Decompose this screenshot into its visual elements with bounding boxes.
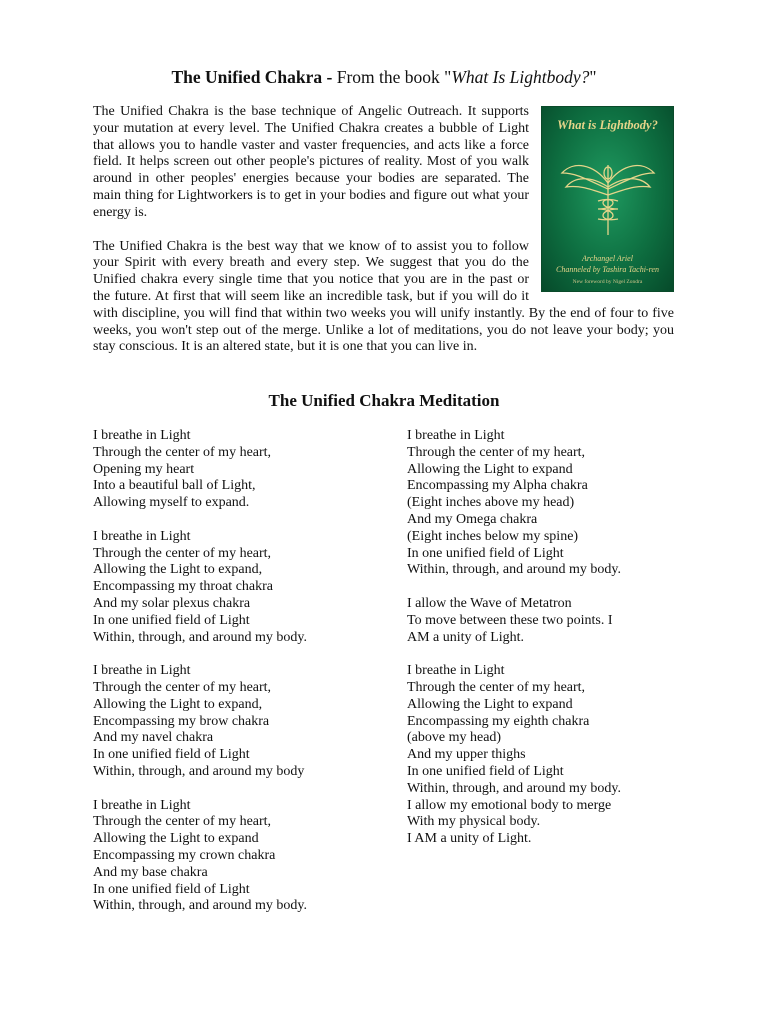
poem-line: Within, through, and around my body.	[407, 780, 621, 796]
meditation-right-column	[407, 428, 687, 848]
stanza	[407, 663, 687, 848]
poem-line: I breathe in Light	[93, 663, 191, 679]
intro-paragraph-2: The Unified Chakra is the best way that we know of to assist you to follow your Spirit with every breath and every step. We suggest that you do the Unified chakra every single time that you notice that you are in the past or the future. At first that will seem like an incredible task, but if you will do it with discipline, you will find that within two weeks you will unify instantly. By the end of four to five weeks, you won't step out of the merge. Unlike a lot of meditations, you do not leave your body; you stay conscious. It is an altered state, but it is one that you can live in.	[93, 238, 674, 355]
poem-line: I breathe in Light	[407, 428, 505, 443]
poem-line: AM a unity of Light.	[407, 629, 525, 645]
poem-line: In one unified field of Light	[407, 763, 564, 779]
poem-line: And my Omega chakra	[407, 511, 538, 527]
poem-line: In one unified field of Light	[93, 747, 250, 763]
poem-line: Allowing the Light to expand,	[93, 696, 263, 712]
poem-line: Encompassing my throat chakra	[93, 579, 274, 595]
poem-line: With my physical body.	[407, 814, 541, 830]
title-end-quote: "	[589, 67, 597, 87]
poem-line: Encompassing my eighth chakra	[407, 713, 590, 729]
intro-paragraph-1: The Unified Chakra is the base technique of Angelic Outreach. It supports your mutation at every level. The Unified Chakra creates a bubble of Light that allows you to handle vaster and vaster frequencies, and acts like a force field. It helps screen out other people's pictures of reality. Most of you walk around in other peoples' energies because your bodies are separated. The main thing for Lightworkers is to get in your bodies and figure out what your energy is.	[93, 104, 529, 220]
poem-line: Allowing the Light to expand	[407, 461, 573, 477]
poem-line: Through the center of my heart,	[93, 814, 272, 830]
poem-line: Opening my heart	[93, 461, 195, 477]
stanza	[93, 798, 393, 916]
cover-title: What is Lightbody?	[557, 118, 658, 132]
poem-line: And my solar plexus chakra	[93, 595, 251, 611]
intro-section	[93, 104, 674, 356]
poem-line: Through the center of my heart,	[93, 679, 272, 695]
poem-line: Encompassing my brow chakra	[93, 713, 270, 729]
poem-line: To move between these two points. I	[407, 612, 613, 628]
stanza	[93, 428, 393, 512]
cover-author: Archangel Ariel	[582, 254, 633, 263]
poem-line: Within, through, and around my body.	[407, 562, 621, 578]
cover-channeler: Channeled by Tashira Tachi-ren	[556, 265, 659, 274]
poem-line: And my navel chakra	[93, 730, 214, 746]
title-book-name: What Is Lightbody?	[451, 67, 590, 87]
poem-line: Allowing myself to expand.	[93, 495, 250, 511]
poem-line: Within, through, and around my body.	[93, 629, 307, 645]
poem-line: I AM a unity of Light.	[407, 831, 532, 847]
poem-line: Allowing the Light to expand	[407, 696, 573, 712]
poem-line: Allowing the Light to expand	[93, 831, 259, 847]
poem-line: I breathe in Light	[93, 428, 191, 443]
book-cover-image	[541, 106, 674, 292]
poem-line: I breathe in Light	[93, 528, 191, 544]
stanza	[93, 529, 393, 647]
meditation-title: The Unified Chakra Meditation	[268, 391, 500, 410]
page-title	[0, 66, 768, 88]
poem-line: (Eight inches below my spine)	[407, 528, 579, 544]
poem-line: I breathe in Light	[407, 663, 505, 679]
poem-line: And my base chakra	[93, 864, 208, 880]
angel-emblem-icon	[558, 143, 658, 243]
stanza	[407, 428, 687, 579]
poem-line: Through the center of my heart,	[93, 545, 272, 561]
poem-line: Encompassing my crown chakra	[93, 847, 276, 863]
stanza	[93, 663, 393, 781]
poem-line: And my upper thighs	[407, 747, 526, 763]
poem-line: (Eight inches above my head)	[407, 495, 575, 511]
title-bold: The Unified Chakra -	[171, 67, 333, 87]
poem-line: In one unified field of Light	[93, 881, 250, 897]
poem-line: Through the center of my heart,	[93, 444, 272, 460]
poem-line: Through the center of my heart,	[407, 444, 586, 460]
poem-line: I allow my emotional body to merge	[407, 797, 612, 813]
stanza	[407, 596, 687, 646]
poem-line: In one unified field of Light	[93, 612, 250, 628]
poem-line: I allow the Wave of Metatron	[407, 595, 572, 611]
cover-foreword: New foreword by Nigel Zondra	[572, 279, 643, 285]
poem-line: Encompassing my Alpha chakra	[407, 478, 588, 494]
poem-line: Within, through, and around my body.	[93, 898, 307, 914]
poem-line: Through the center of my heart,	[407, 679, 586, 695]
title-plain: From the book "	[332, 67, 452, 87]
poem-line: In one unified field of Light	[407, 545, 564, 561]
meditation-left-column	[93, 428, 393, 915]
poem-line: (above my head)	[407, 730, 502, 746]
poem-line: Into a beautiful ball of Light,	[93, 478, 256, 494]
poem-line: Allowing the Light to expand,	[93, 562, 263, 578]
poem-line: Within, through, and around my body	[93, 763, 305, 779]
poem-line: I breathe in Light	[93, 797, 191, 813]
